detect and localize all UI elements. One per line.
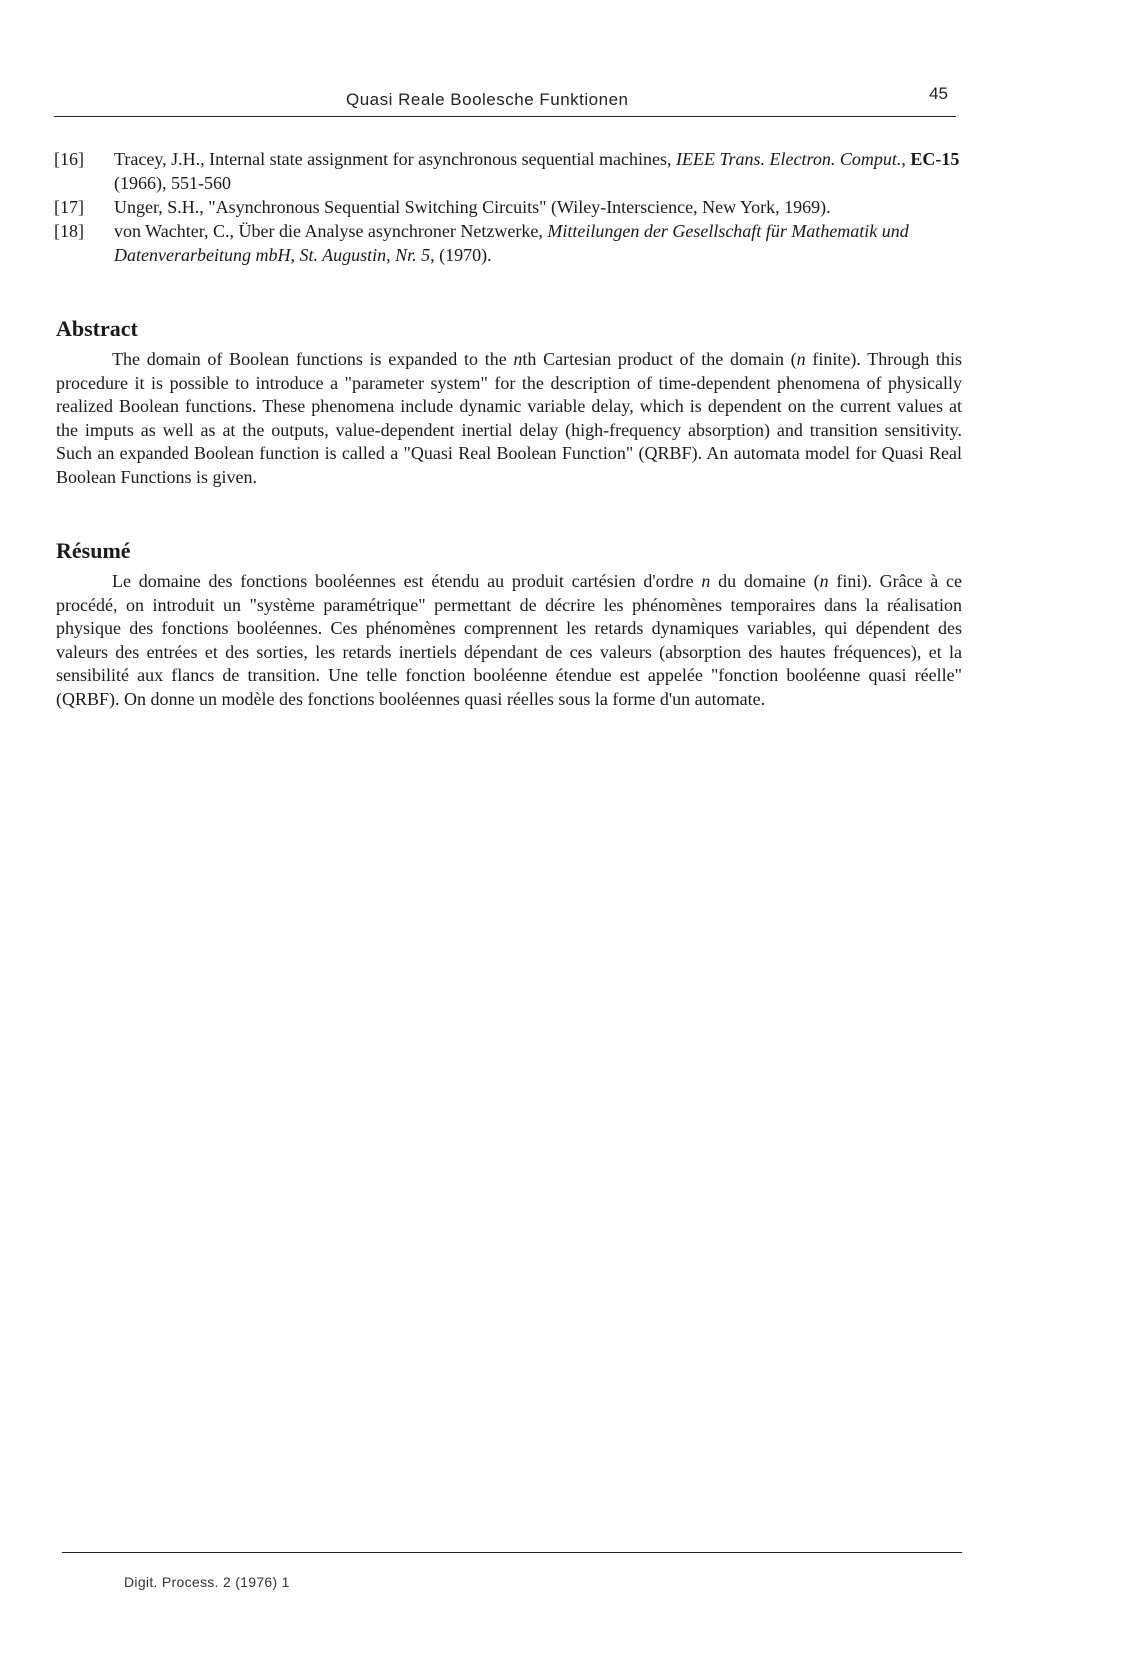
reference-text: Unger, S.H., "Asynchronous Sequential Switching Circuits" (Wiley-Interscience, New York, 1969). (114, 197, 831, 217)
reference-authors-title: Tracey, J.H., Internal state assignment for asynchronous sequential machines, (114, 149, 677, 169)
resume-text: fini). Grâce à ce procédé, on introduit un "système paramétrique" permettant de décrire les phénomènes temporaires dans la réalisation physique des fonctions booléennes. Ces phénomènes comprennent les retards dynamiques variables, qui dépendent des valeurs des entrées et des sorties, les retards inertiels dépendant de ces valeurs (absorption des hautes fréquences), et la sensibilité aux flancs de transition. Une telle fonction booléenne étendue est appelée "fonction booléenne quasi réelle" (QRBF). On donne un modèle des fonctions booléennes quasi réelles sous la forme d'un automate. (56, 571, 963, 709)
reference-item (54, 147, 964, 195)
running-title: Quasi Reale Boolesche Funktionen (346, 90, 629, 109)
reference-text (114, 147, 964, 195)
abstract-section (56, 316, 962, 489)
abstract-text: th Cartesian product of the domain ( (522, 349, 797, 369)
reference-year: , (1970). (430, 245, 492, 265)
footer-divider (62, 1552, 962, 1553)
math-variable: n (819, 571, 829, 591)
reference-journal: Mitteilungen der Gesellschaft für Mathematik und Datenverarbeitung mbH, St. Augustin, Nr. 5 (114, 221, 909, 265)
reference-text (114, 219, 964, 267)
abstract-paragraph (56, 348, 962, 489)
math-variable: n (513, 349, 523, 369)
reference-number: [16] (54, 149, 84, 169)
reference-number: [17] (54, 197, 84, 217)
reference-authors-title: von Wachter, C., Über die Analyse asynchroner Netzwerke, (114, 221, 548, 241)
page-number: 45 (929, 84, 948, 103)
abstract-text: The domain of Boolean functions is expanded to the (112, 349, 514, 369)
reference-number: [18] (54, 221, 84, 241)
running-header (54, 84, 956, 117)
reference-separator: , (901, 149, 911, 169)
resume-text: Le domaine des fonctions booléennes est étendu au produit cartésien d'ordre (112, 571, 702, 591)
abstract-text: finite). Through this procedure it is possible to introduce a "parameter system" for the description of time-dependent phenomena of physically realized Boolean functions. These phenomena include dynamic variable delay, which is dependent on the current values at the imputs as well as at the outputs, value-dependent inertial delay (high-frequency absorption) and transition sensitivity. Such an expanded Boolean function is called a "Quasi Real Boolean Function" (QRBF). An automata model for Quasi Real Boolean Functions is given. (56, 349, 962, 487)
math-variable: n (701, 571, 711, 591)
reference-journal: IEEE Trans. Electron. Comput. (676, 149, 902, 169)
resume-text: du domaine ( (710, 571, 820, 591)
reference-item (54, 219, 964, 267)
reference-volume: EC-15 (910, 149, 960, 169)
footer-citation: Digit. Process. 2 (1976) 1 (124, 1574, 290, 1590)
resume-paragraph (56, 570, 962, 711)
math-variable: n (796, 349, 806, 369)
reference-list (54, 147, 964, 267)
reference-pages: (1966), 551-560 (114, 173, 231, 193)
resume-heading: Résumé (56, 538, 131, 563)
reference-item (54, 195, 964, 219)
abstract-heading: Abstract (56, 316, 138, 341)
resume-section (56, 538, 962, 711)
